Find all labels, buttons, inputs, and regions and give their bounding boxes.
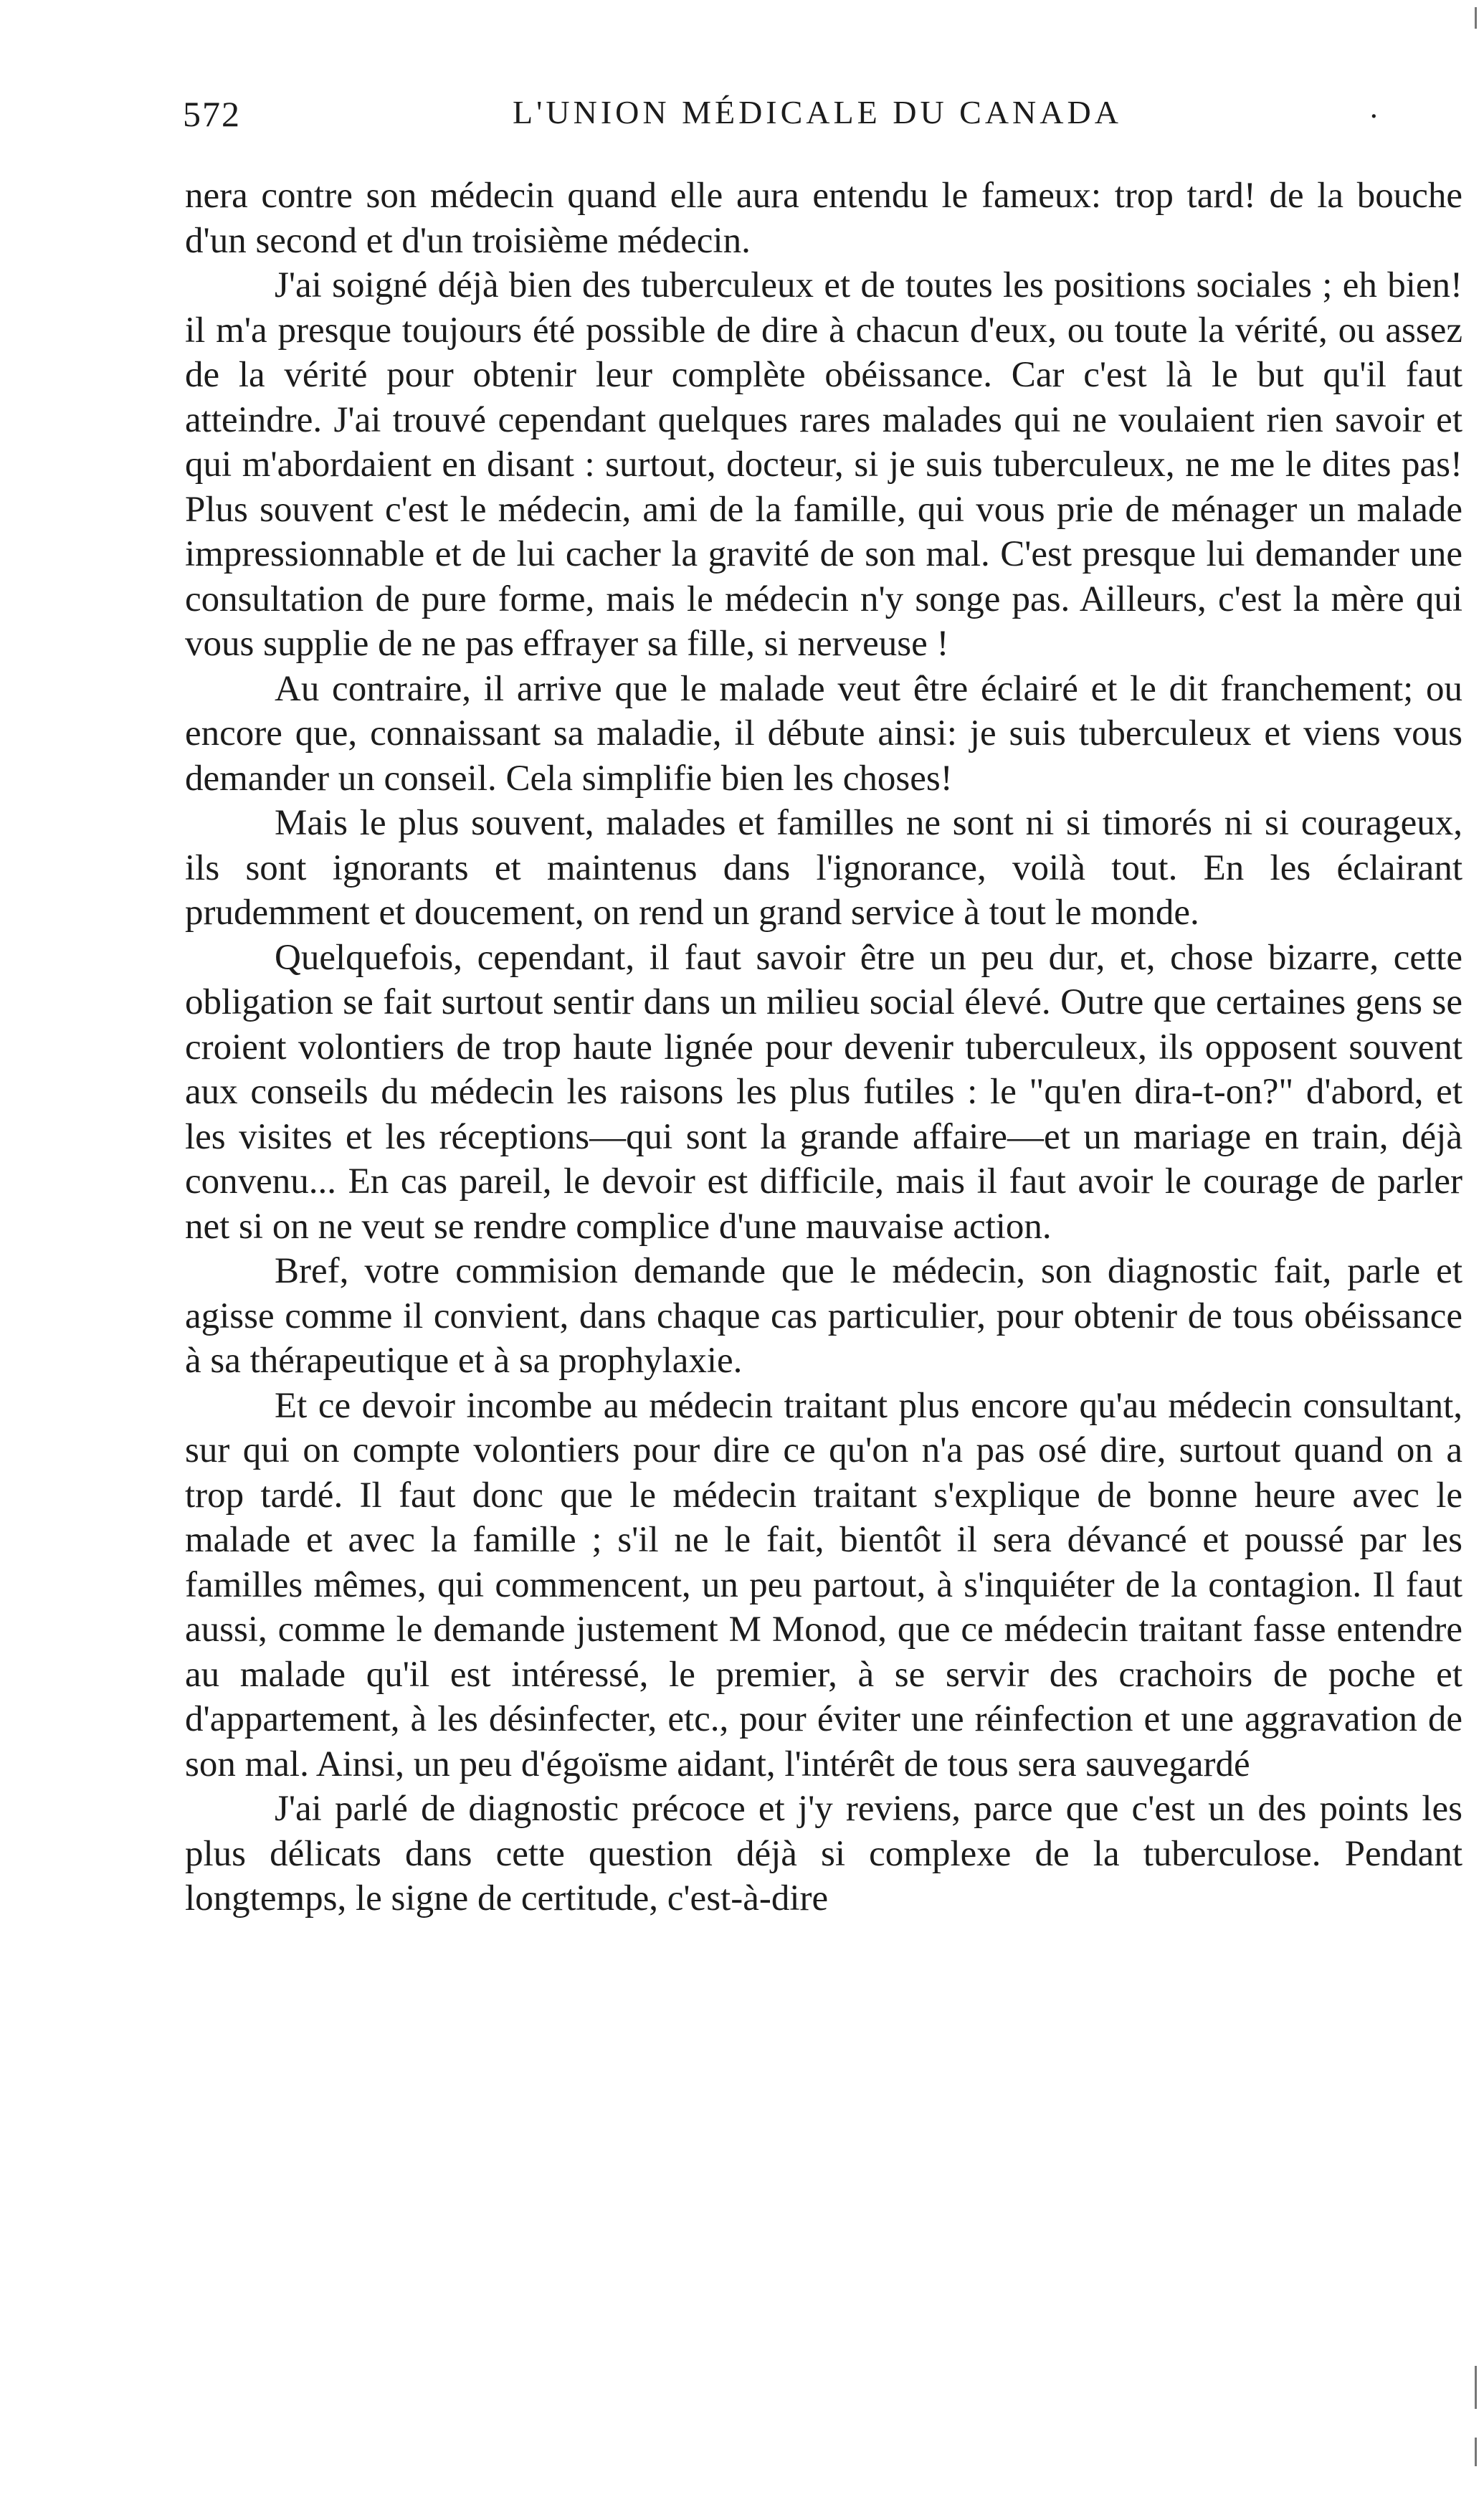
paragraph: Bref, votre commision demande que le médecin, son diagnostic fait, parle et agisse comme il convient, dans chaque cas particulier, pour obtenir de tous obéissance à sa thérapeutique et à sa prophylaxie.	[185, 1251, 1462, 1381]
paragraph: Mais le plus souvent, malades et familles ne sont ni si timorés ni si courageux, ils sont ignorants et maintenus dans l'ignorance, voilà tout. En les éclairant prudemment et doucement, on rend un grand service à tout le monde.	[185, 803, 1462, 933]
body-text	[185, 173, 1462, 1921]
paragraph: Quelquefois, cependant, il faut savoir être un peu dur, et, chose bizarre, cette obligation se fait surtout sentir dans un milieu social élevé. Outre que certaines gens se croient volontiers de trop haute lignée pour devenir tuberculeux, ils opposent souvent aux conseils du médecin les raisons les plus futiles : le "qu'en dira-t-on?" d'abord, et les visites et les réceptions—qui sont la grande affaire—et un mariage en train, déjà convenu... En cas pareil, le devoir est difficile, mais il faut avoir le courage de parler net si on ne veut se rendre complice d'une mauvaise action.	[185, 937, 1462, 1247]
paragraph: Et ce devoir incombe au médecin traitant plus encore qu'au médecin consultant, sur qui on compte volontiers pour dire ce qu'on n'a pas osé dire, surtout quand on a trop tardé. Il faut donc que le médecin traitant s'explique de bonne heure avec le malade et avec la famille ; s'il ne le fait, bientôt il sera dévancé et poussé par les familles mêmes, qui commencent, un peu partout, à s'inquiéter de la contagion. Il faut aussi, comme le demande justement M Monod, que ce médecin traitant fasse entendre au malade qu'il est intéressé, le premier, à se servir des crachoirs de poche et d'appartement, à les désinfecter, etc., pour éviter une réinfection et une aggravation de son mal. Ainsi, un peu d'égoïsme aidant, l'intérêt de tous sera sauvegardé	[185, 1385, 1462, 1784]
edge-mark	[1475, 7, 1477, 29]
paragraph-continued: nera contre son médecin quand elle aura entendu le fameux: trop tard! de la bouche d'un second et d'un troisième médecin.	[185, 176, 1462, 261]
page-header	[183, 93, 1430, 143]
print-speck: ·	[1369, 100, 1379, 133]
running-title: L'UNION MÉDICALE DU CANADA	[513, 94, 1122, 130]
paragraph: J'ai soigné déjà bien des tuberculeux et de toutes les positions sociales ; eh bien! il m'a presque toujours été possible de dire à chacun d'eux, ou toute la vérité, ou assez de la vérité pour obtenir leur complète obéissance. Car c'est là le but qu'il faut atteindre. J'ai trouvé cependant quelques rares malades qui ne voulaient rien savoir et qui m'abordaient en disant : surtout, docteur, si je suis tuberculeux, ne me le dites pas! Plus souvent c'est le médecin, ami de la famille, qui vous prie de ménager un malade impressionnable et de lui cacher la gravité de son mal. C'est presque lui demander une consultation de pure forme, mais le médecin n'y songe pas. Ailleurs, c'est la mère qui vous supplie de ne pas effrayer sa fille, si nerveuse !	[185, 265, 1462, 664]
edge-mark	[1475, 2366, 1477, 2409]
edge-mark	[1475, 2438, 1477, 2466]
page-edge-marks	[1462, 0, 1477, 2520]
page-number: 572	[183, 94, 241, 134]
paragraph: Au contraire, il arrive que le malade veut être éclairé et le dit franchement; ou encore que, connaissant sa maladie, il débute ainsi: je suis tuberculeux et viens vous demander un conseil. Cela simplifie bien les choses!	[185, 668, 1462, 799]
paragraph: J'ai parlé de diagnostic précoce et j'y reviens, parce que c'est un des points les plus délicats dans cette question déjà si complexe de la tuberculose. Pendant longtemps, le signe de certitude, c'est-à-dire	[185, 1789, 1462, 1918]
